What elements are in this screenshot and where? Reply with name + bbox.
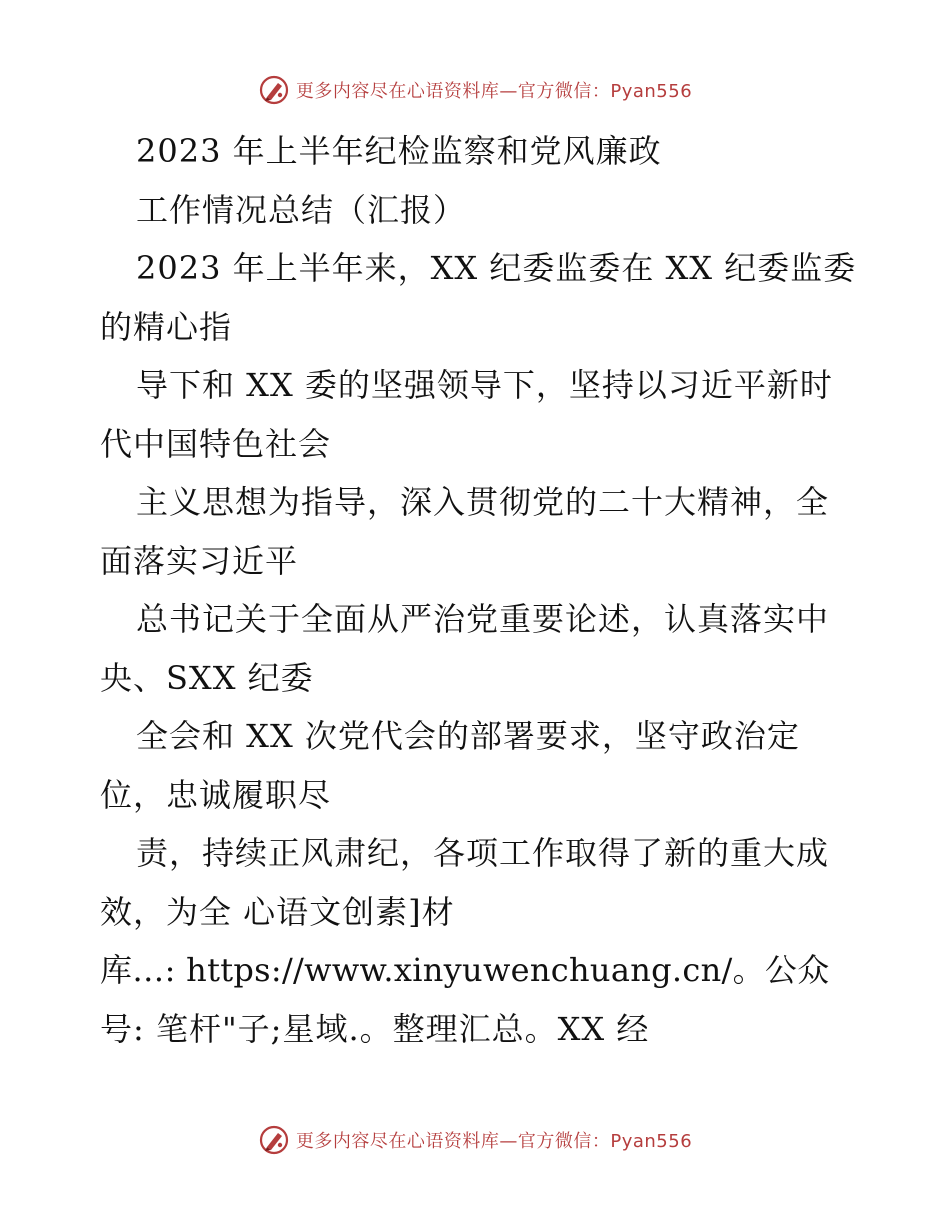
paragraph-line: 总书记关于全面从严治党重要论述，认真落实中 (136, 600, 830, 638)
paragraph-line-url: 库…: https://www.xinyuwenchuang.cn/。公众 (100, 951, 830, 989)
footer-banner-text: 更多内容尽在心语资料库—官方微信：Pyan556 (295, 1131, 693, 1152)
paragraph-line: 2023 年上半年来，XX 纪委监委在 XX 纪委监委 (136, 249, 857, 287)
paragraph-line: 责，持续正风肃纪，各项工作取得了新的重大成 (136, 834, 830, 872)
paragraph-line: 的精心指 (100, 307, 233, 346)
document-body (100, 122, 860, 1058)
paragraph-line: 代中国特色社会 (100, 424, 332, 463)
paragraph-line: 导下和 XX 委的坚强领导下，坚持以习近平新时 (136, 366, 833, 404)
paragraph-line: 效，为全 心语文创素]材 (100, 892, 455, 931)
paragraph-line: 号: 笔杆"子;星域.。整理汇总。XX 经 (100, 1009, 650, 1048)
paragraph-line: 面落实习近平 (100, 541, 299, 580)
pen-seal-icon (258, 74, 290, 106)
header-banner-text: 更多内容尽在心语资料库—官方微信：Pyan556 (295, 81, 693, 102)
paragraph-line: 央、SXX 纪委 (100, 658, 314, 697)
pen-seal-icon (258, 1124, 290, 1156)
footer-banner (0, 1120, 950, 1160)
document-title-line-2: 工作情况总结（汇报） (136, 190, 467, 229)
document-title-line-1: 2023 年上半年纪检监察和党风廉政 (136, 132, 662, 170)
paragraph-line: 主义思想为指导，深入贯彻党的二十大精神，全 (136, 483, 830, 521)
header-banner (0, 70, 950, 110)
paragraph-line: 全会和 XX 次党代会的部署要求，坚守政治定 (136, 717, 800, 755)
paragraph-line: 位，忠诚履职尽 (100, 775, 332, 814)
